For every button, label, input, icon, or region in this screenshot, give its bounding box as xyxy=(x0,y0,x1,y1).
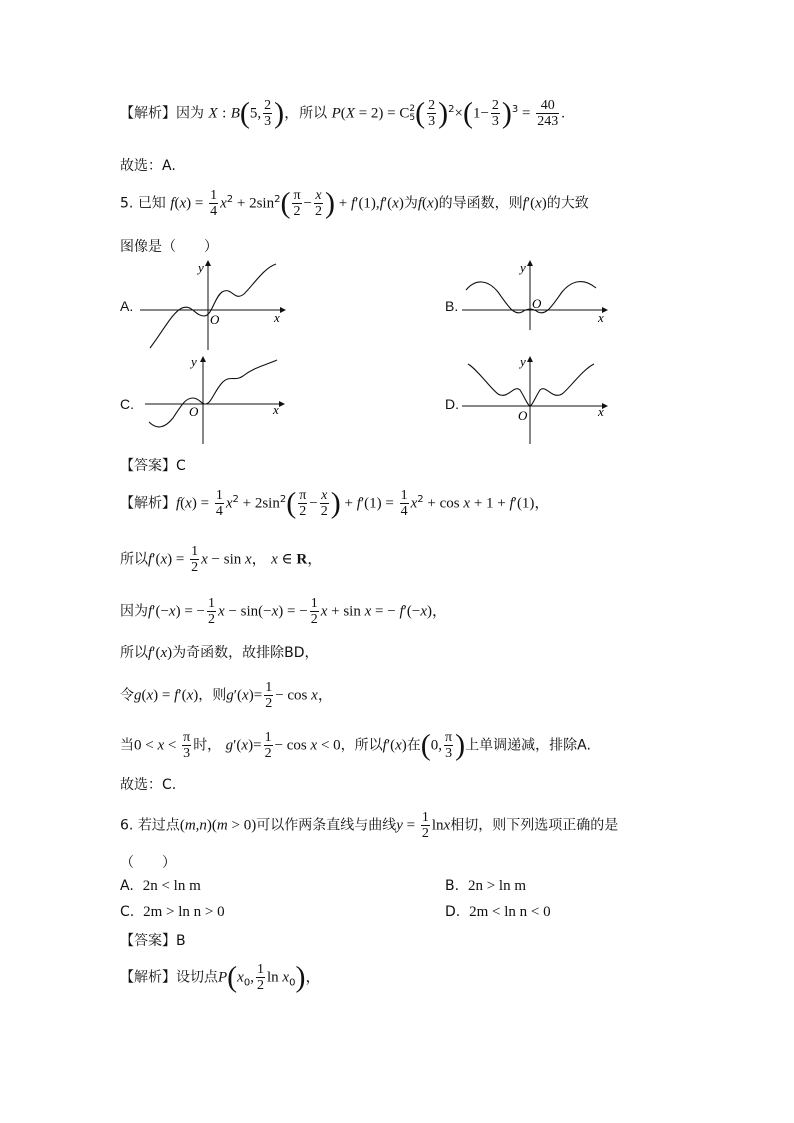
axis-y-label: y xyxy=(191,354,197,369)
axis-x-label: x xyxy=(273,402,279,417)
q5-answer: 【答案】C xyxy=(120,458,186,474)
q5-option-b-graph xyxy=(462,258,612,333)
q6-answer: 【答案】B xyxy=(120,933,186,949)
q5-option-a-label: A. xyxy=(120,298,134,314)
axis-x-label: x xyxy=(598,310,604,325)
q5-choose: 故选：C. xyxy=(120,777,177,793)
q6-option-d: D. 2m < ln n < 0 xyxy=(445,904,551,920)
q5-analysis-line4: 所以f′(x)为奇函数，故排除BD， xyxy=(120,645,319,661)
q5-stem: 5. 已知 f(x) = $\frac{1}{4}$ $x^2 + 2\sin^2$( $\frac{\pi}{2}$ − $\frac{x}{2}$ ) + f′(1),f′(x)为f(x)的导函数，则f′(x)的大致 xyxy=(120,186,589,220)
axis-x-label: x xyxy=(598,404,604,419)
q6-option-a: A. 2n < ln m xyxy=(120,878,201,894)
q5-option-d-label: D. xyxy=(445,396,459,412)
q5-analysis-line1: 【解析】f(x) = $\frac{1}{4}$ $x^2 + 2\sin^2$( $\frac{\pi}{2}$ − $\frac{x}{2}$ ) + f′(1) = $\frac{1}{4}$ $x^2 + \cos x + 1 + f'(1)$， xyxy=(120,486,550,520)
q5-option-d-graph xyxy=(462,354,612,446)
q4-analysis-line: 【解析】因为 X : B(5, $\frac{2}{3}$ )，所以 P(X = 2) = C 2 5 ( $\frac{2}{3}$ )$^2$×(1− $\frac{2}{3}$ )$^3$ = $\frac{40}{243}$ . xyxy=(120,96,565,130)
axis-x-label: x xyxy=(274,310,280,325)
q6-analysis-line1: 【解析】设切点$P(x_0$, $\frac{1}{2}$ $\ln x_0$)， xyxy=(120,960,321,994)
axis-y-label: y xyxy=(520,260,526,275)
q5-option-c-graph xyxy=(145,354,290,446)
q5-option-b-label: B. xyxy=(445,298,459,314)
axis-y-label: y xyxy=(198,260,204,275)
q5-analysis-line2: 所以f′(x) = $\frac{1}{2}$ x − sin x， x ∈ R， xyxy=(120,544,323,575)
q5-option-a-graph xyxy=(140,258,290,353)
q4-choose: 故选：A. xyxy=(120,158,176,174)
q6-stem: 6. 若过点(m,n)(m > 0)可以作两条直线与曲线y = $\frac{1}{2}$ lnx相切，则下列选项正确的是 xyxy=(120,810,619,841)
origin-label: O xyxy=(210,312,220,327)
q5-stem-line2: 图像是（ ） xyxy=(120,239,218,255)
q6-option-c: C. 2m > ln n > 0 xyxy=(120,904,225,920)
origin-label: O xyxy=(532,296,542,311)
origin-label: O xyxy=(189,404,199,419)
q5-option-c-label: C. xyxy=(120,396,134,412)
q5-analysis-line6: 当0 < x < $\frac{\pi}{3}$ 时， g′(x)= $\frac{1}{2}$ − cos x < 0，所以f′(x)在(0, $\frac{\pi}{3}$ )上单调递减，排除A. xyxy=(120,728,591,762)
q6-option-b: B. 2n > ln m xyxy=(445,878,527,894)
origin-label: O xyxy=(518,408,528,423)
q5-analysis-line3: 因为f′(−x) = − $\frac{1}{2}$ x − sin(−x) = − $\frac{1}{2}$ x + sin x = − f′(−x)， xyxy=(120,596,448,627)
q6-stem-line2: （ ） xyxy=(120,855,176,871)
axis-y-label: y xyxy=(520,354,526,369)
q5-analysis-line5: 令g(x) = f′(x)，则g′(x)= $\frac{1}{2}$ − cos x， xyxy=(120,680,333,711)
